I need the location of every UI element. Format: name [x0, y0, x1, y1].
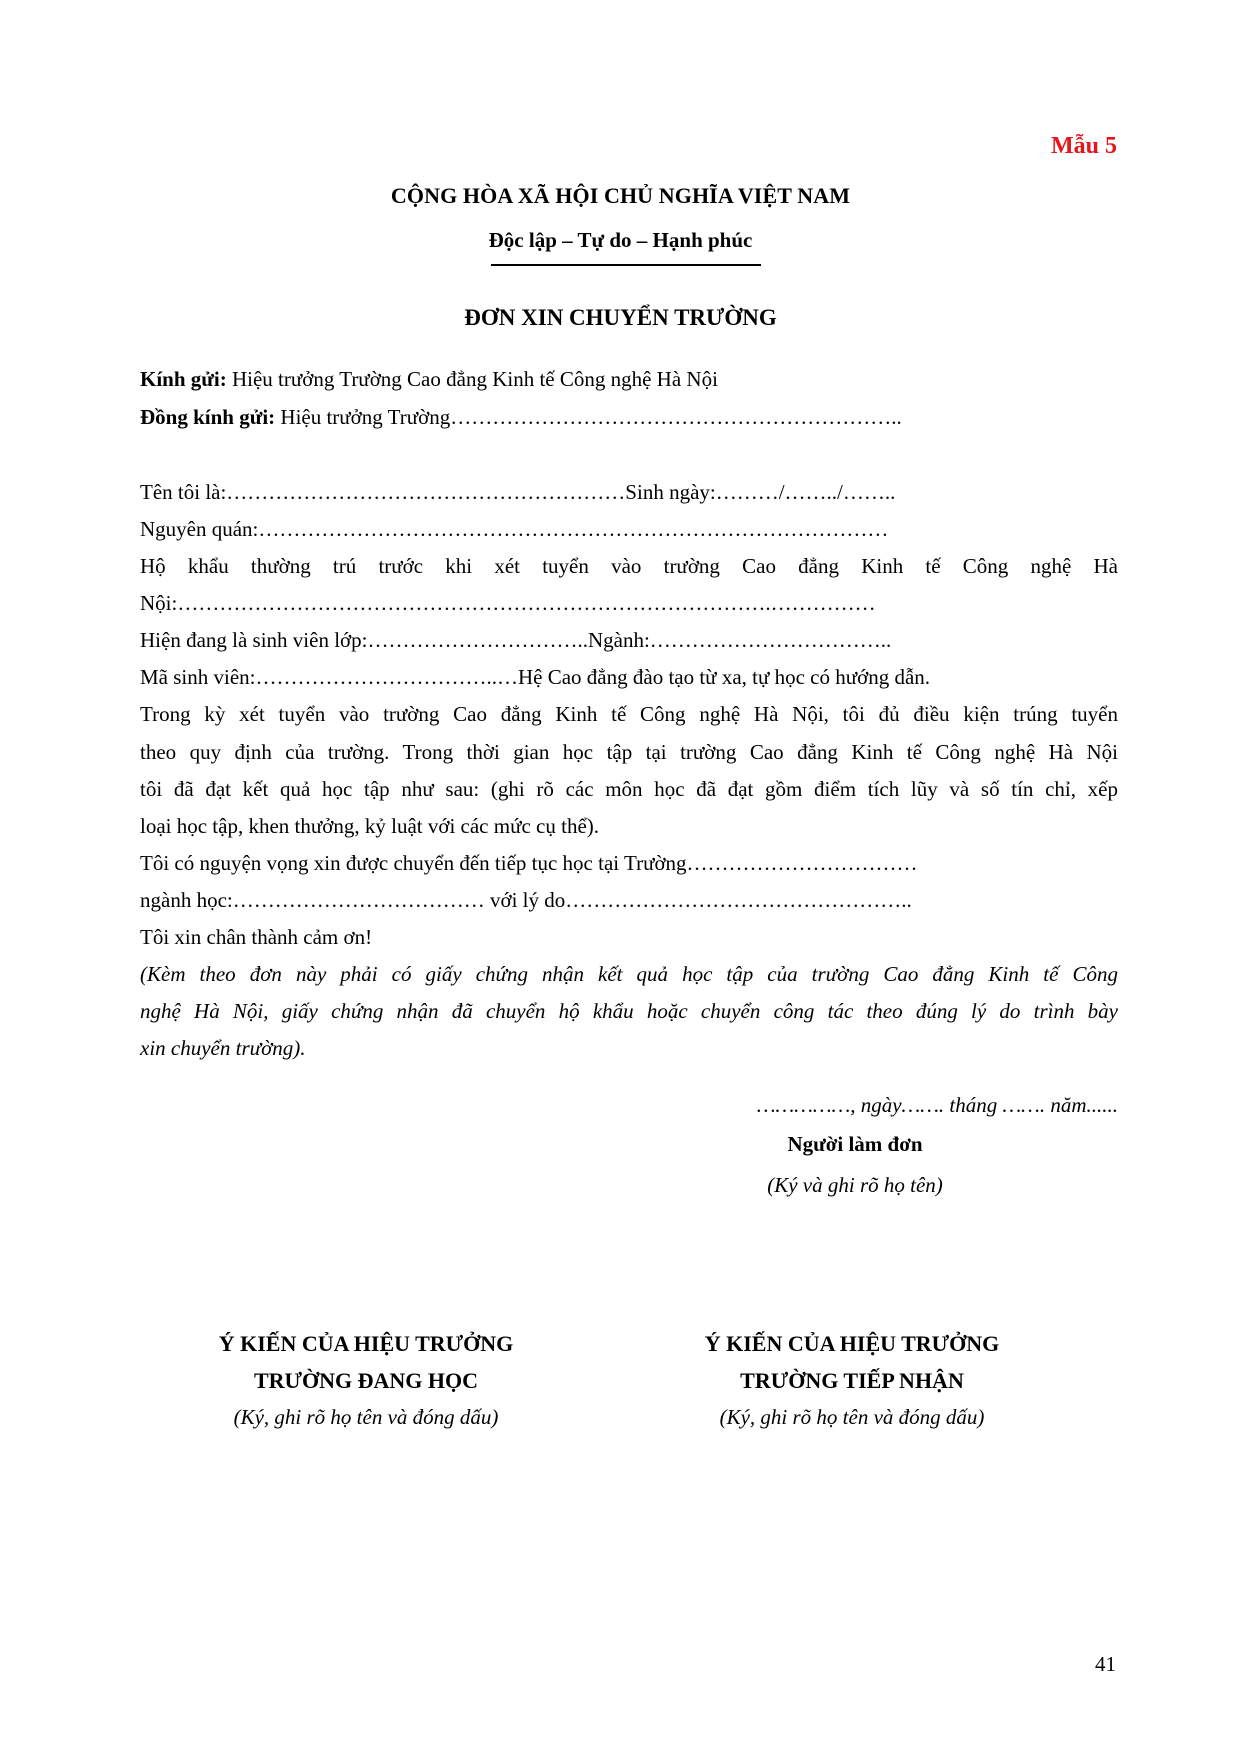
opinion-heading-line1: Ý KIẾN CỦA HIỆU TRƯỞNG: [218, 1331, 514, 1356]
recipient-line: [140, 367, 718, 392]
student-id-line: Mã sinh viên:……………………………..…Hệ Cao đẳng đào tạo từ xa, tự học có hướng dẫn.: [140, 665, 931, 689]
paragraph-line: loại học tập, khen thưởng, kỷ luật với các mức cụ thể).: [140, 814, 600, 838]
thanks-line: Tôi xin chân thành cảm ơn!: [140, 925, 373, 949]
document-title: ĐƠN XIN CHUYỂN TRƯỜNG: [464, 305, 777, 330]
page-number: 41: [1095, 1652, 1116, 1676]
attachment-note-line: nghệ Hà Nội, giấy chứng nhận đã chuyển hộ khẩu hoặc chuyển công tác theo đúng lý do trình bày: [140, 999, 1118, 1023]
opinion-heading-line2: TRƯỜNG TIẾP NHẬN: [740, 1368, 964, 1393]
paragraph-line: Trong kỳ xét tuyển vào trường Cao đẳng Kinh tế Công nghệ Hà Nội, tôi đủ điều kiện trúng tuyển: [140, 702, 1118, 726]
paragraph-line: theo quy định của trường. Trong thời gian học tập tại trường Cao đẳng Kinh tế Công nghệ Hà Nội: [140, 740, 1118, 764]
opinion-heading-line1: Ý KIẾN CỦA HIỆU TRƯỞNG: [704, 1331, 1000, 1356]
applicant-role: Người làm đơn: [787, 1132, 923, 1156]
residence-line-1: Hộ khẩu thường trú trước khi xét tuyển vào trường Cao đẳng Kinh tế Công nghệ Hà: [140, 554, 1118, 578]
national-motto: Độc lập – Tự do – Hạnh phúc: [488, 228, 753, 252]
national-title: CỘNG HÒA XÃ HỘI CHỦ NGHĨA VIỆT NAM: [390, 183, 851, 208]
recipient-value: Hiệu trưởng Trường Cao đẳng Kinh tế Công nghệ Hà Nội: [226, 367, 718, 391]
signature-date-line: ……………, ngày……. tháng ……. năm......: [756, 1093, 1118, 1117]
attachment-note-line: (Kèm theo đơn này phải có giấy chứng nhận kết quả học tập của trường Cao đẳng Kinh tế Công: [140, 962, 1118, 986]
form-code: Mẫu 5: [1051, 133, 1117, 159]
opinion-sign-note: (Ký, ghi rõ họ tên và đóng dấu): [233, 1405, 499, 1429]
motto-underline: [491, 264, 761, 266]
recipient-label: Kính gửi:: [140, 367, 227, 391]
receiving-school-opinion: [642, 1325, 1062, 1435]
cc-recipient-label: Đồng kính gửi:: [140, 405, 276, 429]
name-birthdate-line: Tên tôi là:…………………………………………………Sinh ngày:………/……../……..: [140, 480, 896, 504]
residence-line-2: Nội:………………………………………………………………………….……………: [140, 591, 876, 615]
paragraph-line: tôi đã đạt kết quả học tập như sau: (ghi rõ các môn học đã đạt gồm điểm tích lũy và số tín chỉ, xếp: [140, 777, 1118, 801]
applicant-sign-note: (Ký và ghi rõ họ tên): [767, 1173, 943, 1197]
class-major-line: Hiện đang là sinh viên lớp:…………………………..Ngành:……………………………..: [140, 628, 892, 652]
hometown-line: Nguyên quán:………………………………………………………………………………: [140, 517, 889, 541]
cc-recipient-value: Hiệu trưởng Trường………………………………………………………..: [275, 405, 902, 429]
current-school-opinion: [156, 1325, 576, 1435]
transfer-wish-line: Tôi có nguyện vọng xin được chuyển đến tiếp tục học tại Trường……………………………: [140, 851, 918, 875]
major-reason-line: ngành học:……………………………… với lý do…………………………………………..: [140, 888, 912, 912]
opinion-heading-line2: TRƯỜNG ĐANG HỌC: [253, 1368, 479, 1393]
opinion-sign-note: (Ký, ghi rõ họ tên và đóng dấu): [719, 1405, 985, 1429]
cc-recipient-line: [140, 405, 902, 430]
attachment-note-line: xin chuyển trường).: [140, 1036, 306, 1060]
